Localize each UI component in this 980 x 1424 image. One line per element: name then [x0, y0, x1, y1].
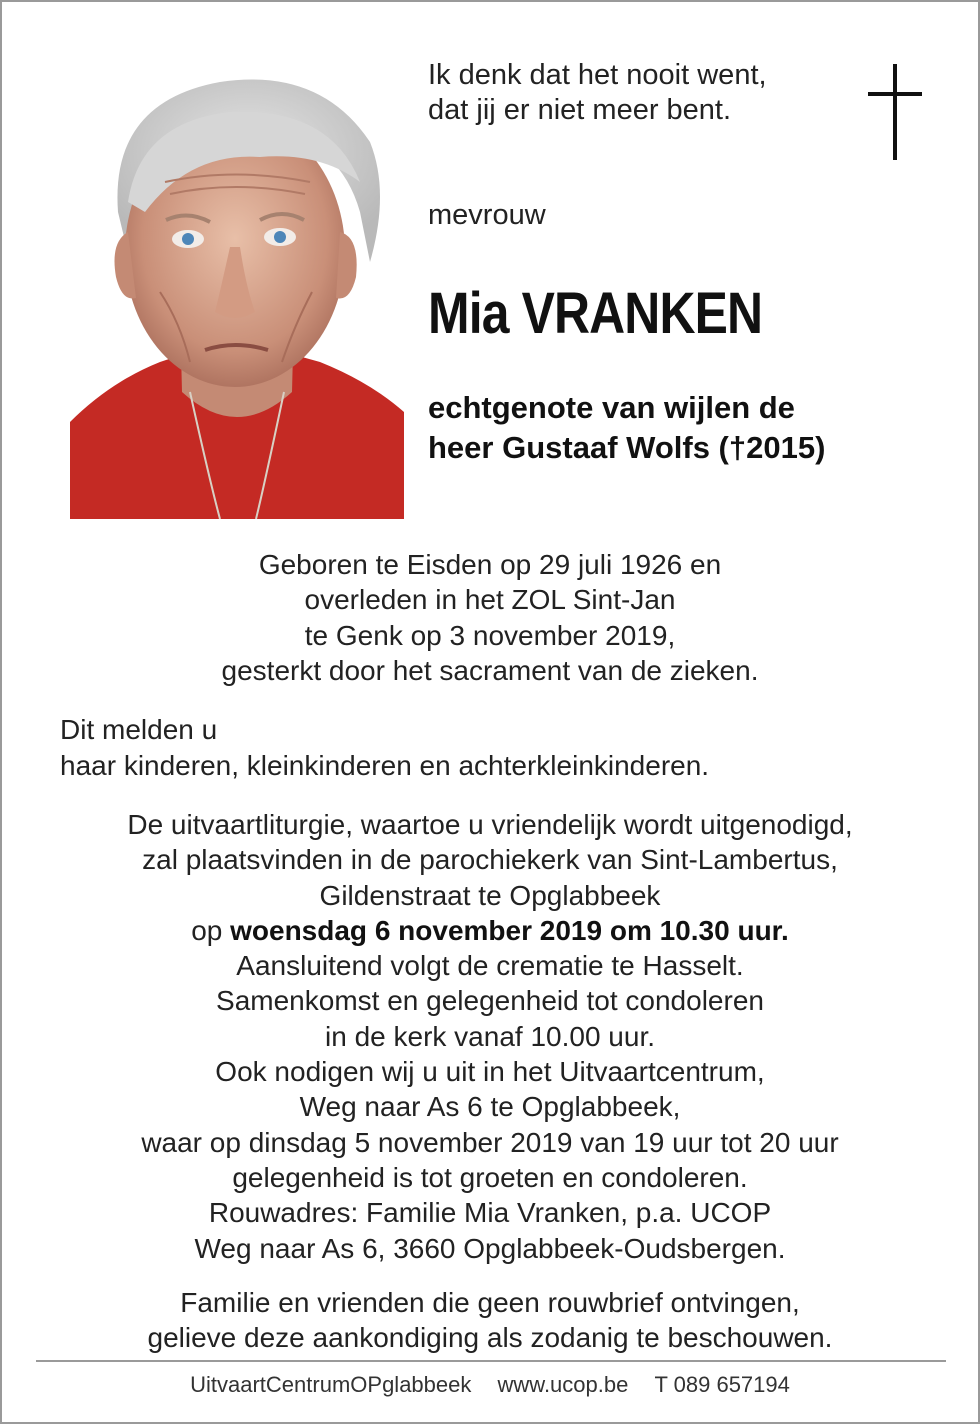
ceremony-line: Gildenstraat te Opglabbeek	[319, 879, 661, 911]
deceased-title: mevrouw	[428, 199, 546, 231]
footer	[2, 1372, 978, 1398]
verse-line: Ik denk dat het nooit went,	[428, 59, 767, 91]
latin-cross-icon	[864, 64, 926, 160]
spouse-line: heer Gustaaf Wolfs (†2015)	[428, 430, 826, 465]
footer-website-link[interactable]: www.ucop.be	[497, 1372, 629, 1397]
ceremony-line: in de kerk vanaf 10.00 uur.	[325, 1020, 655, 1052]
footer-divider	[36, 1360, 946, 1362]
birth-death-line: te Genk op 3 november 2019,	[304, 619, 676, 651]
deceased-portrait-photo	[70, 62, 404, 519]
ceremony-line: gelegenheid is tot groeten en condoleren.	[232, 1161, 748, 1193]
ceremony-line: Rouwadres: Familie Mia Vranken, p.a. UCOP	[208, 1197, 772, 1229]
family-announcement	[60, 712, 709, 784]
ceremony-line: zal plaatsvinden in de parochiekerk van Sint-Lambertus,	[142, 844, 838, 876]
ceremony-line: Samenkomst en gelegenheid tot condoleren	[216, 985, 764, 1017]
ceremony-line: waar op dinsdag 5 november 2019 van 19 uur tot 20 uur	[141, 1126, 839, 1158]
verse-line: dat jij er niet meer bent.	[428, 94, 732, 126]
ceremony-line: Ook nodigen wij u uit in het Uitvaartcentrum,	[215, 1056, 765, 1088]
announcement-line: Dit melden u	[60, 714, 218, 745]
ceremony-details	[2, 807, 978, 1266]
ceremony-line: Weg naar As 6, 3660 Opglabbeek-Oudsbergen.	[194, 1232, 786, 1264]
closing-line: Familie en vrienden die geen rouwbrief ontvingen,	[180, 1287, 800, 1318]
ceremony-line: Aansluitend volgt de crematie te Hasselt.	[236, 950, 744, 982]
footer-phone: T 089 657194	[654, 1372, 790, 1397]
birth-death-line: gesterkt door het sacrament van de zieken.	[221, 654, 759, 686]
ceremony-date: woensdag 6 november 2019 om 10.30 uur.	[230, 914, 789, 946]
closing-note	[2, 1285, 978, 1356]
birth-death-line: Geboren te Eisden op 29 juli 1926 en	[258, 549, 722, 580]
footer-company: UitvaartCentrumOPglabbeek	[190, 1372, 472, 1397]
closing-line: gelieve deze aankondiging als zodanig te beschouwen.	[147, 1322, 833, 1354]
iris-left	[182, 233, 194, 245]
ceremony-line: Weg naar As 6 te Opglabbeek,	[299, 1091, 681, 1123]
announcement-line: haar kinderen, kleinkinderen en achterkleinkinderen.	[60, 750, 710, 781]
ceremony-date-line	[2, 913, 978, 948]
iris-right	[274, 231, 286, 243]
ceremony-line: De uitvaartliturgie, waartoe u vriendelijk wordt uitgenodigd,	[127, 809, 853, 840]
spouse-line: echtgenote van wijlen de	[428, 390, 795, 425]
birth-death-info	[2, 547, 978, 688]
deceased-name: Mia VRANKEN	[428, 281, 763, 346]
date-prefix: op	[191, 914, 231, 946]
spouse-info	[428, 388, 825, 468]
memorial-verse	[428, 58, 767, 128]
birth-death-line: overleden in het ZOL Sint-Jan	[304, 584, 676, 616]
